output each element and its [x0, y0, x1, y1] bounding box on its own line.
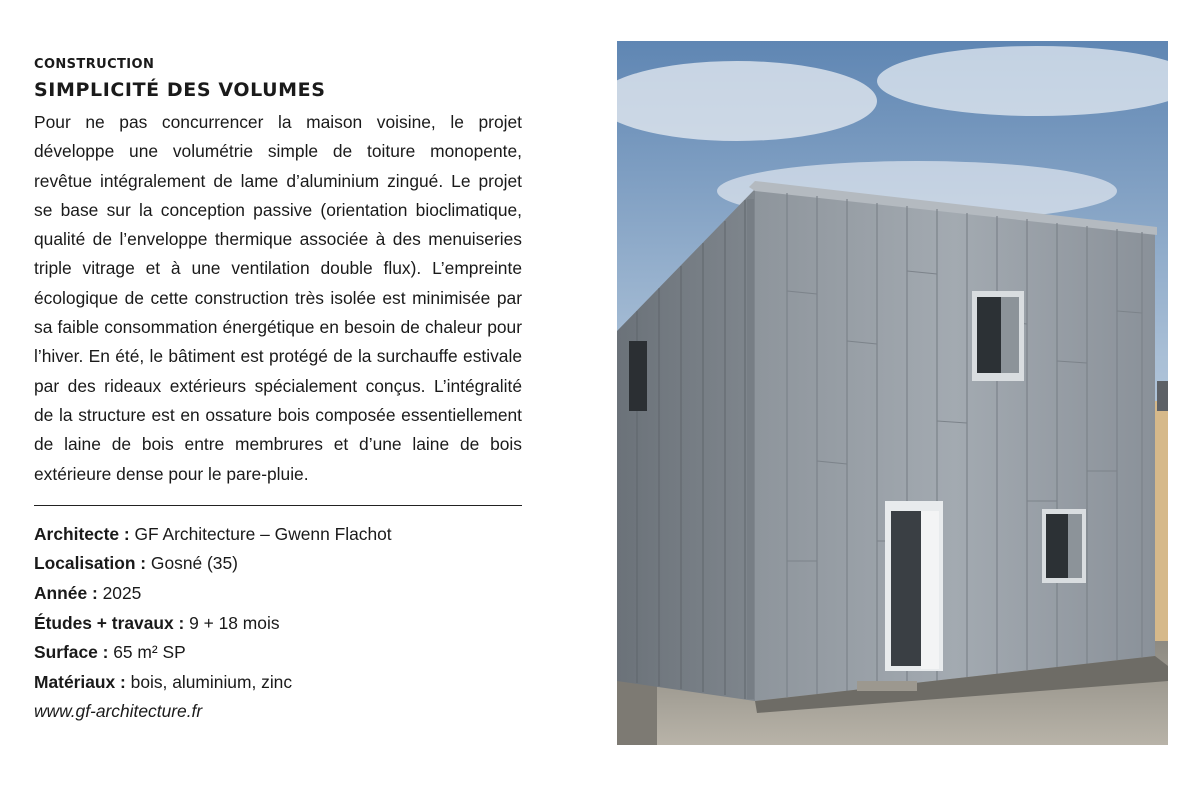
spec-label: Études + travaux : [34, 612, 185, 633]
downpipe [747, 199, 754, 699]
spec-value: GF Architecture – Gwenn Flachot [129, 523, 392, 544]
door-protection-film [921, 511, 939, 669]
divider [34, 505, 522, 506]
section-kicker: CONSTRUCTION [34, 57, 155, 72]
front-facade [755, 189, 1155, 701]
side-window [629, 341, 647, 411]
spec-label: Localisation : [34, 553, 147, 574]
website-link[interactable]: www.gf-architecture.fr [34, 701, 203, 722]
building-photo [617, 41, 1168, 745]
spec-value: Gosné (35) [146, 553, 238, 574]
spec-value: 9 + 18 mois [184, 612, 280, 633]
spec-label: Surface : [34, 642, 109, 663]
spec-localisation [34, 549, 522, 579]
article-body: Pour ne pas concurrencer la maison voisine, le projet développe une volumétrie simple de toiture monopente, revêtue intégralement de lame d’aluminium zingué. Le projet se base sur la conception passive (orientation bioclimatique, qualité de l’enveloppe thermique associée à des menuiseries triple vitrage et à une ventilation double flux). L’empreinte écologique de cette construction très isolée est minimisée par sa faible consommation énergétique en besoin de chaleur pour l’hiver. En été, le bâtiment est protégé de la surchauffe estivale par des rideaux extérieurs spécialement conçus. L’intégralité de la structure est en ossature bois composée essentiellement de laine de bois entre membrures et d’une laine de bois extérieure dense pour le pare-pluie. [34, 112, 522, 484]
spec-value: 65 m² SP [108, 642, 186, 663]
spec-architecte [34, 520, 522, 550]
article-title: SIMPLICITÉ DES VOLUMES [34, 79, 326, 101]
lower-window-reveal [1068, 514, 1082, 578]
spec-etudes [34, 609, 522, 639]
spec-value: 2025 [97, 583, 142, 604]
neighbor-roof [1157, 381, 1168, 411]
spec-list [34, 520, 522, 698]
door-opening [891, 511, 921, 666]
upper-window-reveal [1001, 297, 1019, 373]
step [857, 681, 917, 691]
spec-annee [34, 579, 522, 609]
spec-value: bois, aluminium, zinc [125, 671, 293, 692]
spec-label: Matériaux : [34, 671, 126, 692]
spec-label: Année : [34, 583, 98, 604]
lower-window-glass [1046, 514, 1068, 578]
article-column [34, 56, 522, 727]
spec-label: Architecte : [34, 523, 130, 544]
building-illustration [617, 41, 1168, 745]
spec-materiaux [34, 668, 522, 698]
upper-window-glass [977, 297, 1001, 373]
spec-surface [34, 638, 522, 668]
